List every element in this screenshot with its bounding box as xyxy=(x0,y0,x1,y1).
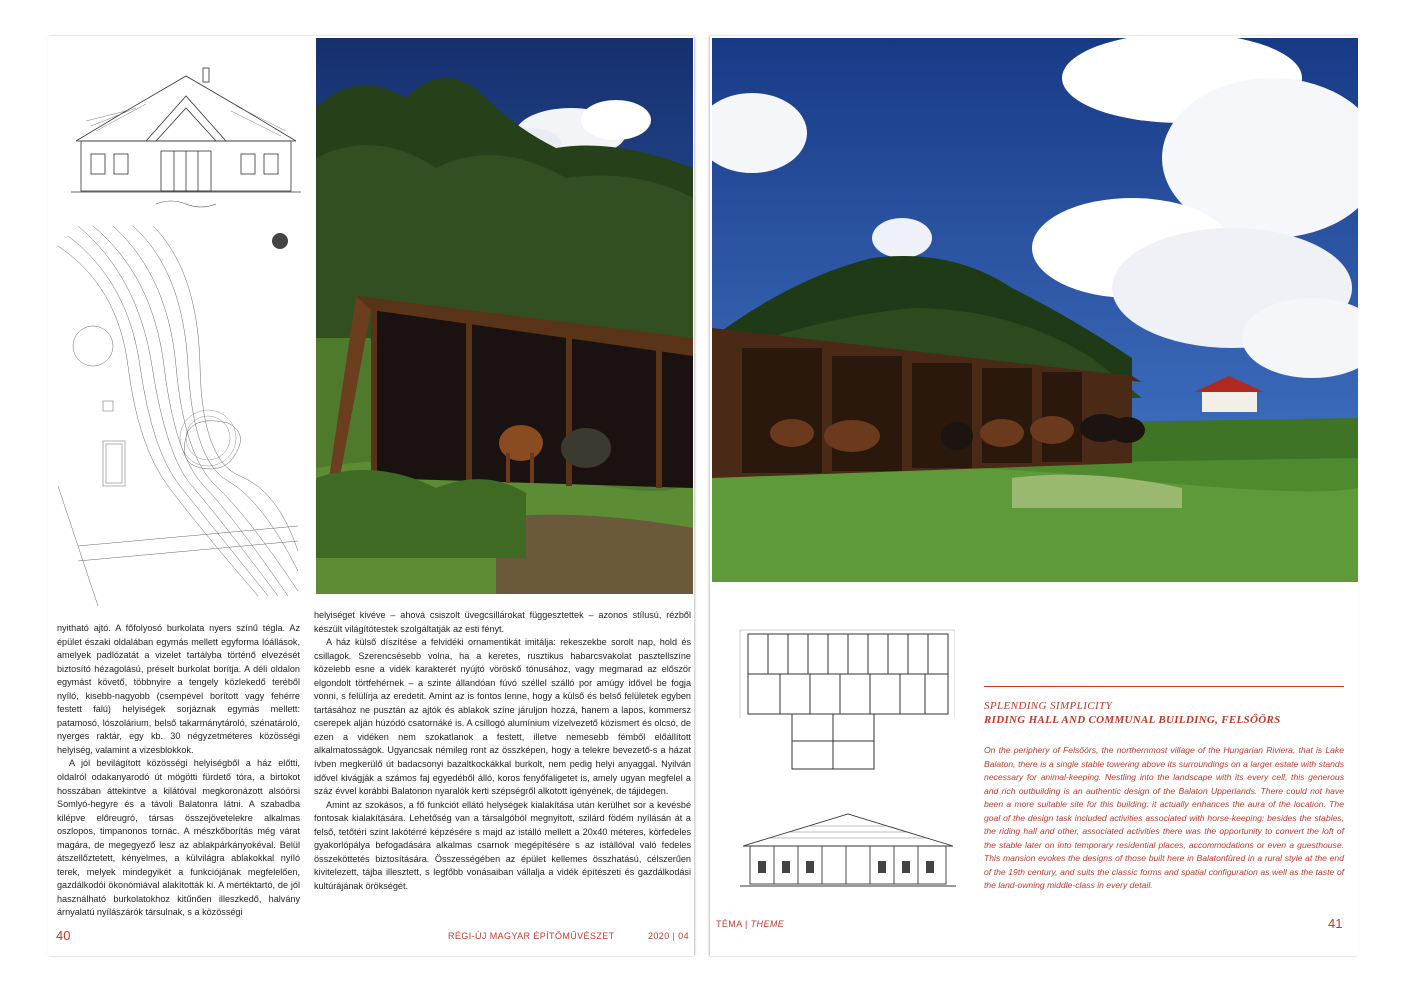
journal-name: RÉGI-ÚJ MAGYAR ÉPÍTŐMŰVÉSZET xyxy=(448,931,615,941)
site-plan xyxy=(58,226,298,606)
stable-horses-photo-image xyxy=(712,38,1358,582)
paragraph: A jól bevilágított közösségi helyiségből a ház előtti, oldalról odakanyarodó út mögötti fürdető tóra, a birtokot hosszában áttekintve a kilátóval megkoronázott alsóörsi Somlyó-hegyre és a távoli Balatonra látni. A szabadba kilépve előreugró, társas összejövetelekre alkalmas oszlopos, timpanonos tornác. A mészkőborítás még várat magára, de megegyező lesz az ablakpárkányokéval. Belül átszellőztetett, kényelmes, a külvilágra ablakokkal nyíló terek, melyek mindegyikét a funkciójának megfelelően, gazdálkodói ökonómiával alakították ki. A mértéktartó, de jól használható burkolatokhoz kitűnően illeszkedő, halvány árnyalatú nyílászárók társulnak, s a közösségi xyxy=(57,758,300,918)
section-drawing xyxy=(738,806,958,891)
article-abstract: On the periphery of Felsőörs, the northernmost village of the Hungarian Riviera, that is Lake Balaton, there is a single stable towering above its surroundings on a larger estate with stands necessary for animal-keeping. Nestling into the landscape with its every cell, this generous and rich outbuilding is an authentic design of the Balaton Upperlands. There could not have been a more suitable site for this building: it actually enhances the aura of the location. The goal of the design task included activities associated with horse-keeping: besides the stables, the riding hall and other, associated activities there was the opportunity to convert the loft of the stable later on into temporary residential places, accommodations or even a guesthouse. This mansion evokes the designs of those built here in Balatonfüred in a rural style at the end of the 19th century, and suits the classic forms and spatial configuration as well as the taste of the land-owning middle-class in every detail. xyxy=(984,745,1344,890)
english-summary xyxy=(984,686,1344,893)
stable-shed-photo-image xyxy=(316,38,693,594)
stable-horses-photo xyxy=(712,38,1358,582)
paragraph: nyitható ajtó. A főfolyosó burkolata nyers színű tégla. Az épület északi oldalában egymás mellett egyforma lóállások, amelyek padlózatát a vizelet tartályba történő elvezését biztosító hézagolású, préselt burkolat borítja. A déli oldalon egymást követő, többnyire a tengely közlekedő teréből nyíló, kisebb-nagyobb (csempével borított vagy fehérre festett falú) helyiségek sorjáznak egymás mellett: patamosó, lószolárium, belső takarmánytároló, szénatároló, nyerges raktár, egy kb. 30 négyzetméteres közösségi helyiség, valamint a vizesblokkok. xyxy=(57,623,300,755)
accent-rule xyxy=(984,686,1344,687)
paragraph: A ház külső díszítése a felvidéki ornamentikát imitálja: rekeszekbe sorolt nap, hold és csillagok. Szerencsésebb volna, ha a keretes, rusztikus habarcsvakolat pasztellszíne közelebb esne a vidék karakterét nyújtó vöröskő tónusához, vagy megmarad az először elgondolt törtfehérnek – a szinte állandóan fúvó széllel szálló por amúgy idővel be fogja vonni, s felülírja az eredetit. Amint az is fontos lenne, hogy a külső és belső felületek egyben tartásához ne pusztán az ajtók és ablakok színe járuljon hozzá, hanem a lapos, kommersz cserepek alján húzódó csatornáké is. A csillogó alumínium vízelvezető közismert és olcsó, de ezen a vidéken nem szokatlanok a festett, illetve nemesebb fémből előállított alkalmatosságok. Ugyancsak némileg ront az összképen, hogy a telekre bevezető-s a házat ívben megkerülő út badacsonyi bazaltkockákkal burkolt, nem pedig helyi anyaggal. Nyilván idővel kivágják a számos faj egyedéből álló, koros fenyőfaligetet is, amely ugyan megfelel a száz évvel korábbi Balatonon nyaralók kerti szépségről alkotott igényének, de tájidegen. xyxy=(314,637,691,797)
body-column-1 xyxy=(57,622,300,920)
section-label xyxy=(716,919,784,929)
page-number-left: 40 xyxy=(56,928,71,943)
article-title: RIDING HALL AND COMMUNAL BUILDING, FELSŐÖRS xyxy=(984,714,1281,726)
site-plan-drawing xyxy=(58,226,298,606)
elevation-sketch-drawing xyxy=(66,66,306,216)
article-kicker: SPLENDING SIMPLICITY xyxy=(984,700,1113,712)
section-label-hu: TÉMA xyxy=(716,919,743,929)
section-drawing-image xyxy=(738,806,958,891)
right-page xyxy=(710,36,1358,956)
floor-plan-drawing xyxy=(730,626,955,776)
issue-number: 2020 | 04 xyxy=(648,931,689,941)
left-page xyxy=(48,36,694,956)
floor-plan xyxy=(730,626,955,776)
paragraph: Amint az szokásos, a fő funkciót ellátó helységek kialakítása után kerülhet sor a kevésbé fontosak kialakítására. Lehetőség van a társalgóból megnyitott, szilárd födém nyílásán át a felső, tetőtéri szint lakótérré képzésére s majd az istálló mellett a 20x40 méteres, körfedeles gyakorlópálya befogadására alkalmas csarnok megépítésére s az istállóval való fedeles összeköttetés biztosítására. Összességében az épület kellemes összhatású, célszerűen kivitelezett, tájba illesztett, s legfőbb vonásaiban vállalja a vidék építészeti és gazdálkodási kultúrájának örökségét. xyxy=(314,799,691,891)
section-separator: | xyxy=(745,919,751,929)
body-column-2 xyxy=(314,609,691,893)
page-number-right: 41 xyxy=(1328,916,1343,931)
stable-shed-photo xyxy=(316,38,693,594)
section-label-en: THEME xyxy=(750,919,785,929)
paragraph: helyiséget kivéve – ahová csiszolt üvegcsillárokat függesztettek – azonos stílusú, rézből készült világítótestek szolgáltatják az esti fényt. xyxy=(314,610,691,634)
elevation-sketch xyxy=(66,66,306,216)
